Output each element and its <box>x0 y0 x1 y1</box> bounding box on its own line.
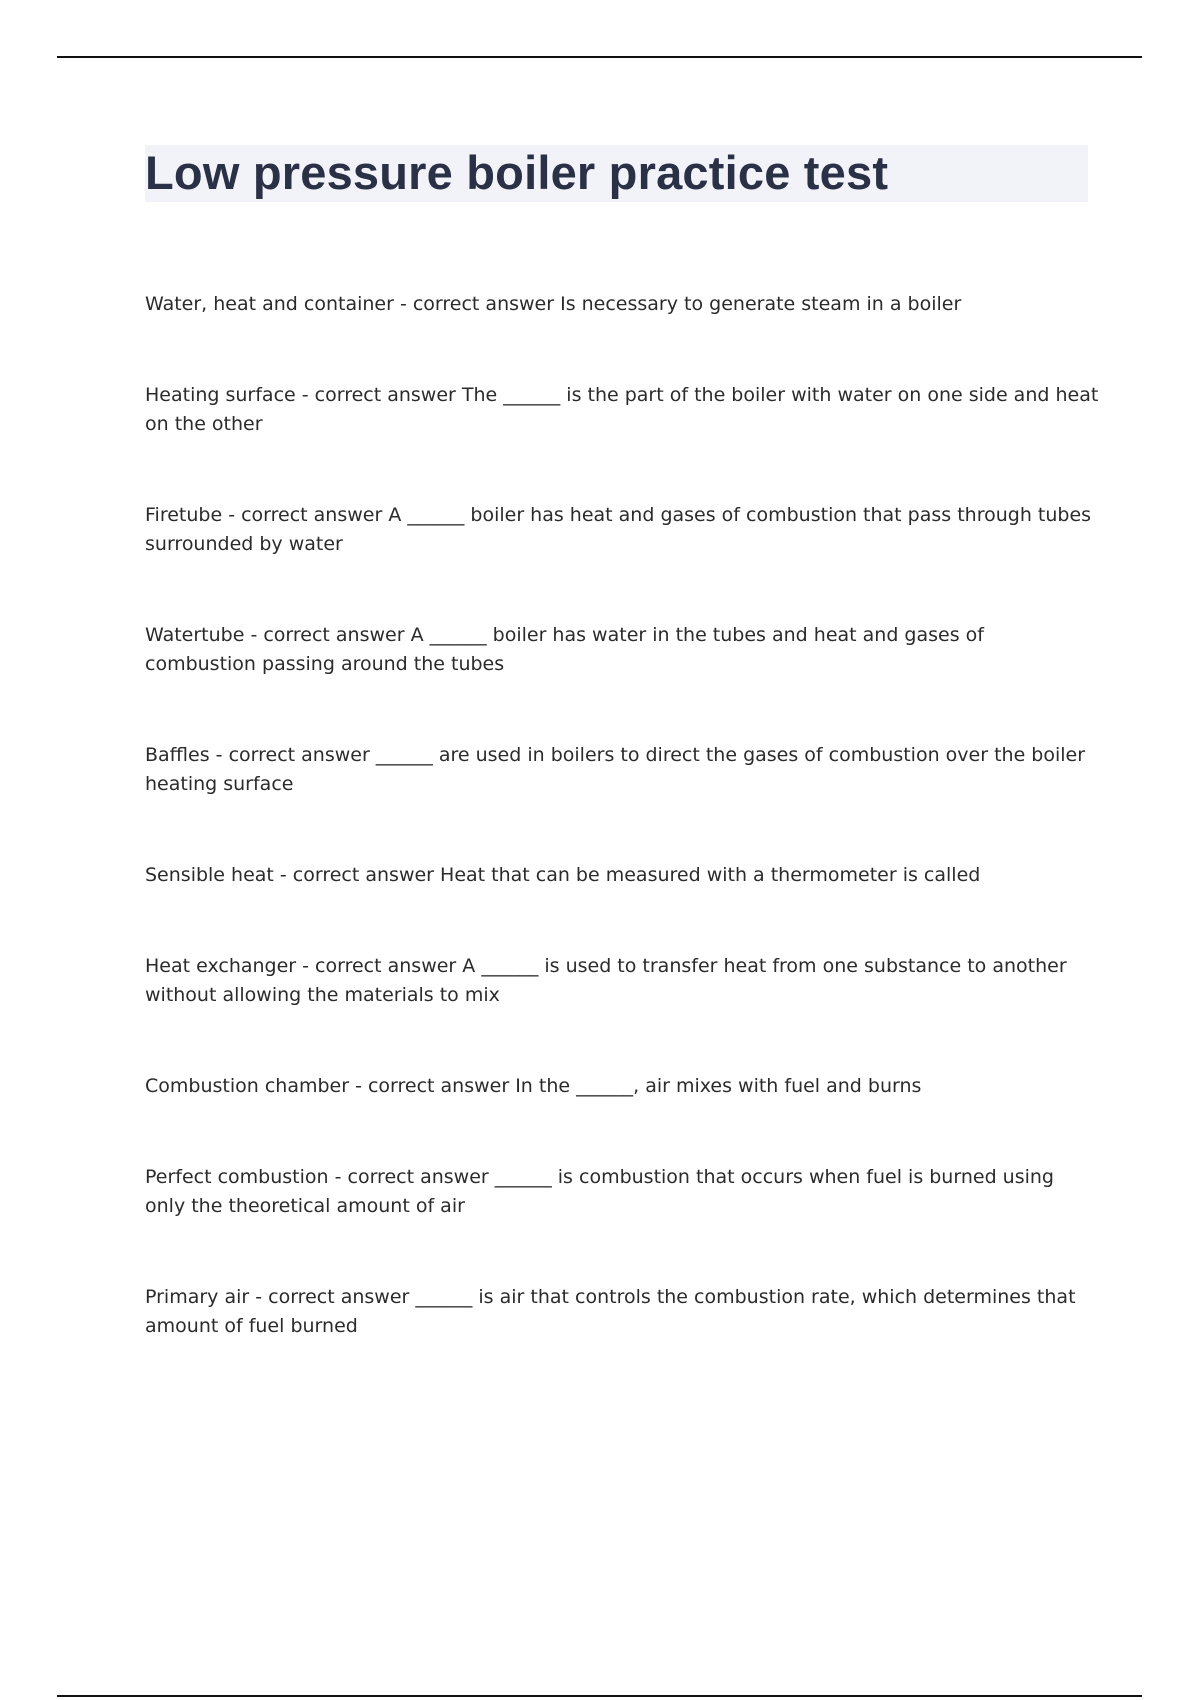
page-title: Low pressure boiler practice test <box>145 146 889 199</box>
question-item: Water, heat and container - correct answer Is necessary to generate steam in a boiler <box>145 293 962 315</box>
question-item: Heating surface - correct answer The ______ is the part of the boiler with water on one side and heat on the other <box>145 384 1099 435</box>
question-item: Baffles - correct answer ______ are used in boilers to direct the gases of combustion over the boiler heating surface <box>145 744 1086 795</box>
question-item: Primary air - correct answer ______ is air that controls the combustion rate, which determines that amount of fuel burned <box>145 1286 1076 1337</box>
question-item: Perfect combustion - correct answer ______ is combustion that occurs when fuel is burned using only the theoretical amount of air <box>145 1166 1054 1217</box>
question-item: Sensible heat - correct answer Heat that can be measured with a thermometer is called <box>145 864 981 886</box>
bottom-rule <box>57 1695 1142 1697</box>
question-item: Firetube - correct answer A ______ boiler has heat and gases of combustion that pass through tubes surrounded by water <box>145 504 1092 555</box>
top-rule <box>57 56 1142 58</box>
question-item: Combustion chamber - correct answer In the ______, air mixes with fuel and burns <box>145 1075 922 1097</box>
question-item: Heat exchanger - correct answer A ______ is used to transfer heat from one substance to another without allowing the materials to mix <box>145 955 1067 1006</box>
question-list <box>145 290 1100 1403</box>
question-item: Watertube - correct answer A ______ boiler has water in the tubes and heat and gases of combustion passing around the tubes <box>145 624 984 675</box>
